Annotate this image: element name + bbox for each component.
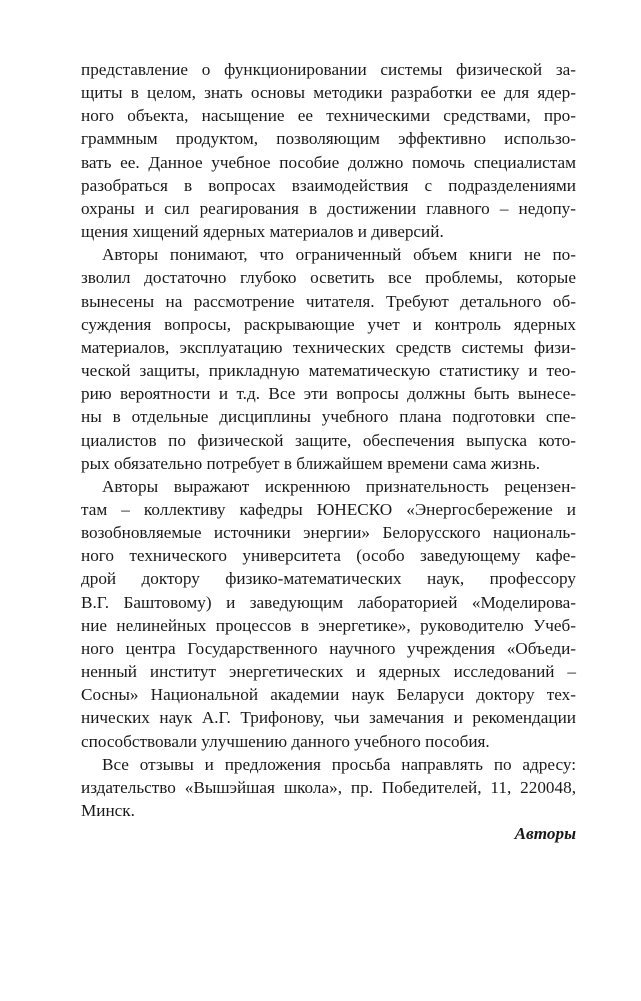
text-line: нических наук А.Г. Трифонову, чьи замечания и рекомендации xyxy=(81,708,576,728)
paragraph-3 xyxy=(81,475,576,753)
text-line: способствовали улучшению данного учебного пособия. xyxy=(81,731,490,751)
text-line: ненный институт энергетических и ядерных исследований – xyxy=(81,662,576,682)
text-line: представление о функционировании системы физической за- xyxy=(81,60,576,79)
text-line: ного технического университета (особо заведующему кафе- xyxy=(81,546,576,566)
text-line: Минск. xyxy=(81,801,135,820)
text-line: ны в отдельные дисциплины учебного плана подготовки спе- xyxy=(81,407,576,427)
text-line: Сосны» Национальной академии наук Беларуси доктору тех- xyxy=(81,685,576,705)
paragraph-2 xyxy=(81,243,576,475)
text-line: материалов, эксплуатацию технических средств системы физи- xyxy=(81,337,576,357)
text-line: циалистов по физической защите, обеспечения выпуска кото- xyxy=(81,430,576,450)
text-line: дрой доктору физико-математических наук, профессору xyxy=(81,569,576,589)
text-line: там – коллективу кафедры ЮНЕСКО «Энергосбережение и xyxy=(81,499,576,519)
text-line: вынесены на рассмотрение читателя. Требуют детального об- xyxy=(81,291,576,311)
paragraph-4 xyxy=(81,753,576,822)
paragraph-1 xyxy=(81,58,576,243)
text-line: суждения вопросы, раскрывающие учет и контроль ядерных xyxy=(81,314,576,334)
text-line: ного центра Государственного научного учреждения «Объеди- xyxy=(81,638,576,658)
text-line: разобраться в вопросах взаимодействия с подразделениями xyxy=(81,175,576,195)
text-line: вать ее. Данное учебное пособие должно помочь специалистам xyxy=(81,152,576,172)
text-line: Авторы выражают искреннюю признательность рецензен- xyxy=(102,476,576,496)
text-line: возобновляемые источники энергии» Белорусского националь- xyxy=(81,523,576,543)
text-line: ние нелинейных процессов в энергетике», руководителю Учеб- xyxy=(81,615,576,635)
text-line: рых обязательно потребует в ближайшем времени сама жизнь. xyxy=(81,453,540,473)
text-line: щения хищений ядерных материалов и диверсий. xyxy=(81,222,444,242)
text-line: граммным продуктом, позволяющим эффективно использо- xyxy=(81,129,576,149)
text-line: Все отзывы и предложения просьба направлять по адресу: xyxy=(102,754,576,774)
text-line: издательство «Вышэйшая школа», пр. Победителей, 11, 220048, xyxy=(81,777,576,797)
text-line: рию вероятности и т.д. Все эти вопросы должны быть вынесе- xyxy=(81,384,576,404)
author-signature: Авторы xyxy=(514,824,576,844)
text-line: щиты в целом, знать основы методики разработки ее для ядер- xyxy=(81,83,576,103)
text-line: Авторы понимают, что ограниченный объем книги не по- xyxy=(102,245,576,265)
text-line: зволил достаточно глубоко осветить все проблемы, которые xyxy=(81,268,576,288)
text-line: ческой защиты, прикладную математическую статистику и тео- xyxy=(81,361,576,381)
text-line: ного объекта, насыщение ее техническими средствами, про- xyxy=(81,106,576,126)
text-line: В.Г. Баштовому) и заведующим лабораторией «Моделирова- xyxy=(81,592,576,612)
document-page xyxy=(81,58,576,845)
text-line: охраны и сил реагирования в достижении главного – недопу- xyxy=(81,198,576,218)
